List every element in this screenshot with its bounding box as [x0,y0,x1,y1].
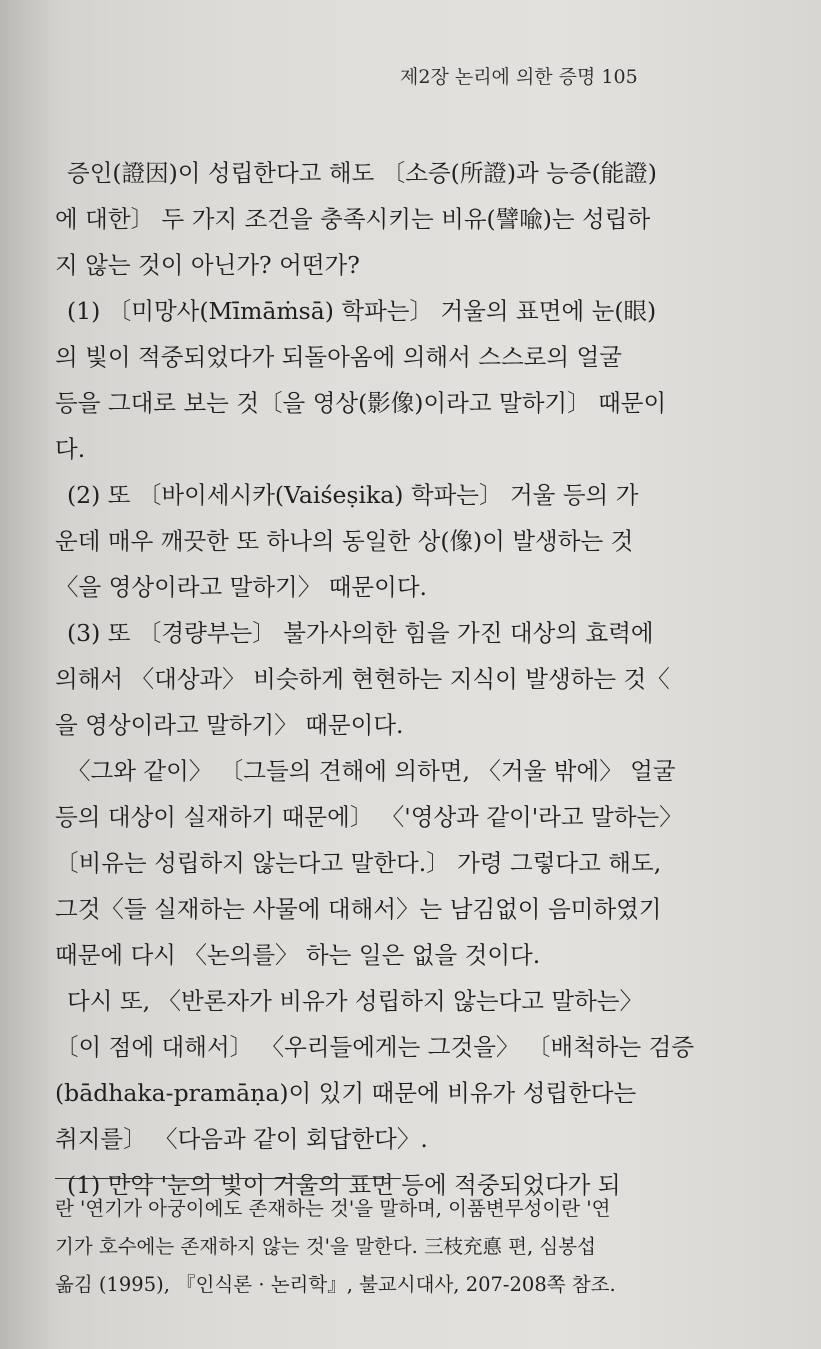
body-line: 운데 매우 깨끗한 또 하나의 동일한 상(像)이 발생하는 것 [55,527,634,555]
running-header: 제2장 논리에 의한 증명 105 [400,66,638,88]
body-line: 다시 또, 〈반론자가 비유가 성립하지 않는다고 말하는〉 [67,987,644,1015]
body-line: 그것〈들 실재하는 사물에 대해서〉는 남김없이 음미하였기 [55,895,662,923]
body-line: 등을 그대로 보는 것〔을 영상(影像)이라고 말하기〕 때문이 [55,389,667,417]
body-line: 〔이 점에 대해서〕 〈우리들에게는 그것을〉 〔배척하는 검증 [55,1033,695,1061]
body-line: 의 빛이 적중되었다가 되돌아옴에 의해서 스스로의 얼굴 [55,343,622,371]
footnote-line: 옮김 (1995), 『인식론 · 논리학』, 불교시대사, 207-208쪽 참조. [55,1273,616,1296]
body-line: (1) 〔미망사(Mīmāṁsā) 학파는〕 거울의 표면에 눈(眼) [67,297,657,325]
body-line: (bādhaka-pramāṇa)이 있기 때문에 비유가 성립한다는 [55,1079,637,1107]
body-text [55,150,755,1208]
body-line: 지 않는 것이 아닌가? 어떤가? [55,251,360,279]
body-line: 때문에 다시 〈논의를〉 하는 일은 없을 것이다. [55,941,541,969]
body-line: (1) 만약 '눈의 빛이 거울의 표면 등에 적중되었다가 되 [67,1171,621,1199]
footnote-line: 란 '연기가 아궁이에도 존재하는 것'을 말하며, 이품변무성이란 '연 [55,1197,611,1220]
body-line: 취지를〕 〈다음과 같이 회답한다〉. [55,1125,428,1153]
body-line: 에 대한〕 두 가지 조건을 충족시키는 비유(譬喩)는 성립하 [55,205,651,233]
body-line: 다. [55,435,86,463]
body-line: 의해서 〈대상과〉 비슷하게 현현하는 지식이 발생하는 것〈 [55,665,670,693]
footnote [55,1190,765,1304]
footnote-line: 기가 호수에는 존재하지 않는 것'을 말한다. 三枝充悳 편, 심봉섭 [55,1235,596,1258]
body-line: (3) 또 〔경량부는〕 불가사의한 힘을 가진 대상의 효력에 [67,619,654,647]
body-line: 증인(證因)이 성립한다고 해도 〔소증(所證)과 능증(能證) [67,159,657,187]
body-line: 〔비유는 성립하지 않는다고 말한다.〕 가령 그렇다고 해도, [55,849,662,877]
footnote-divider [55,1178,401,1179]
body-line: (2) 또 〔바이세시카(Vaiśeṣika) 학파는〕 거울 등의 가 [67,481,639,509]
body-line: 등의 대상이 실재하기 때문에〕 〈'영상과 같이'라고 말하는〉 [55,803,683,831]
body-line: 을 영상이라고 말하기〉 때문이다. [55,711,404,739]
body-line: 〈그와 같이〉 〔그들의 견해에 의하면, 〈거울 밖에〉 얼굴 [67,757,676,785]
body-line: 〈을 영상이라고 말하기〉 때문이다. [55,573,427,601]
